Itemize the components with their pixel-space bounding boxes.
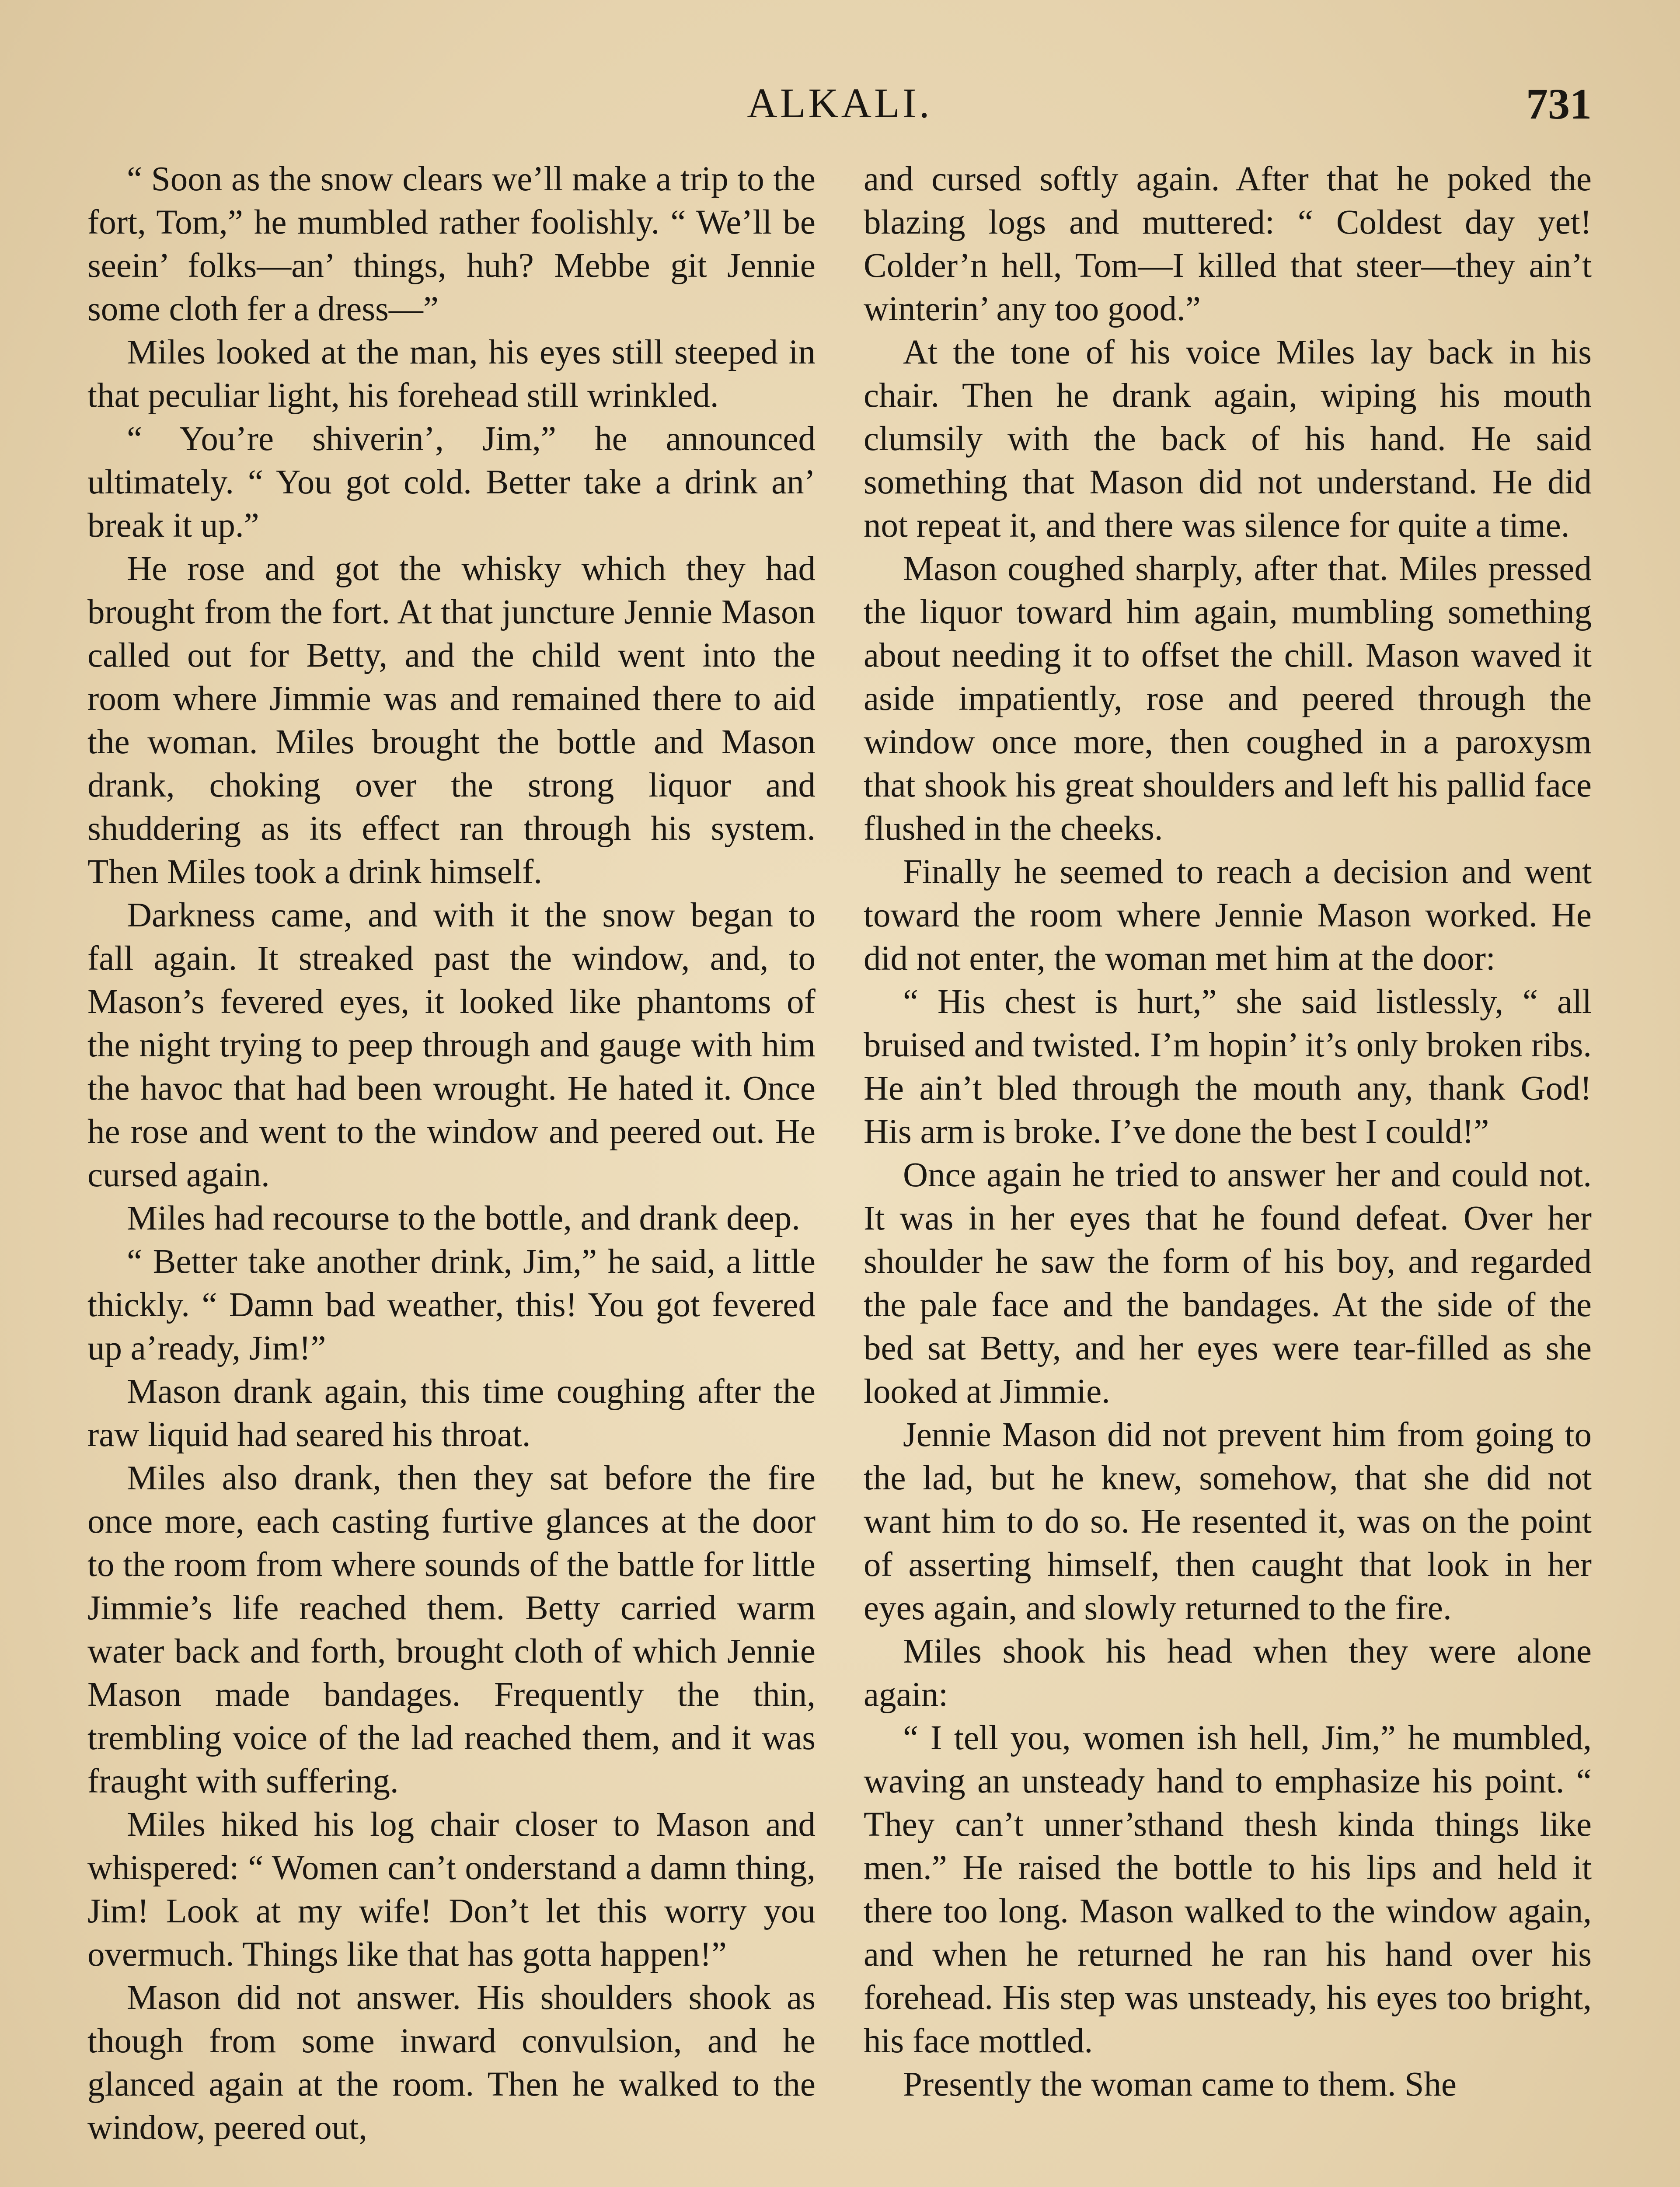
paragraph: Mason did not answer. His shoulders shook as though from some inward convulsion, and he glanced again at the room. Then he walked to the window, peered out, xyxy=(87,1979,816,2147)
paragraph: “ You’re shiverin’, Jim,” he announced ultimately. “ You got cold. Better take a drink an’ break it up.” xyxy=(87,420,816,545)
paragraph: Miles had recourse to the bottle, and drank deep. xyxy=(127,1199,800,1237)
paragraph: Darkness came, and with it the snow began to fall again. It streaked past the window, and, to Mason’s fevered eyes, it looked like phantoms of the night trying to peep through and gauge with him the havoc that had been wrought. He hated it. Once he rose and went to the window and peered out. He cursed again. xyxy=(87,896,816,1194)
paragraph-continuation: and cursed softly again. After that he poked the blazing logs and muttered: “ Coldest day yet! Colder’n hell, Tom—I killed that steer—they ain’t winterin’ any too good.” xyxy=(864,160,1592,328)
paragraph: Miles shook his head when they were alone again: xyxy=(864,1632,1592,1714)
paragraph: Jennie Mason did not prevent him from going to the lad, but he knew, somehow, that she did not want him to do so. He resented it, was on the point of asserting himself, then caught that look in her eyes again, and slowly returned to the fire. xyxy=(864,1416,1592,1627)
paragraph: Mason coughed sharply, after that. Miles pressed the liquor toward him again, mumbling something about needing it to offset the chill. Mason waved it aside impatiently, rose and peered through the window once more, then coughed in a paroxysm that shook his great shoulders and left his pallid face flushed in the cheeks. xyxy=(864,550,1592,848)
page-number: 731 xyxy=(1526,80,1592,128)
right-column xyxy=(864,157,1592,2187)
paragraph: “ I tell you, women ish hell, Jim,” he mumbled, waving an unsteady hand to emphasize his point. “ They can’t unner’sthand thesh kinda things like men.” He raised the bottle to his lips and held it there too long. Mason walked to the window again, and when he returned he ran his hand over his forehead. His step was unsteady, his eyes too bright, his face mottled. xyxy=(864,1719,1592,2060)
running-title: ALKALI. xyxy=(747,80,932,126)
paragraph: “ Better take another drink, Jim,” he said, a little thickly. “ Damn bad weather, this! You got fevered up a’ready, Jim!” xyxy=(87,1243,816,1367)
text-columns xyxy=(87,157,1592,2187)
paragraph: Finally he seemed to reach a decision and went toward the room where Jennie Mason worked. He did not enter, the woman met him at the door: xyxy=(864,853,1592,978)
paragraph: Miles also drank, then they sat before the fire once more, each casting furtive glances at the door to the room from where sounds of the battle for little Jimmie’s life reached them. Betty carried warm water back and forth, brought cloth of which Jennie Mason made bandages. Frequently the thin, trembling voice of the lad reached them, and it was fraught with suffering. xyxy=(87,1459,816,1800)
paragraph: He rose and got the whisky which they had brought from the fort. At that juncture Jennie Mason called out for Betty, and the child went into the room where Jimmie was and remained there to aid the woman. Miles brought the bottle and Mason drank, choking over the strong liquor and shuddering as its effect ran through his system. Then Miles took a drink himself. xyxy=(87,550,816,891)
page-header xyxy=(87,79,1592,140)
paragraph: “ His chest is hurt,” she said listlessly, “ all bruised and twisted. I’m hopin’ it’s only broken ribs. He ain’t bled through the mouth any, thank God! His arm is broke. I’ve done the best I could!” xyxy=(864,983,1592,1151)
paragraph: Miles hiked his log chair closer to Mason and whispered: “ Women can’t onderstand a damn thing, Jim! Look at my wife! Don’t let this worry you overmuch. Things like that has gotta happen!” xyxy=(87,1806,816,1974)
paragraph: “ Soon as the snow clears we’ll make a trip to the fort, Tom,” he mumbled rather foolishly. “ We’ll be seein’ folks—an’ things, huh? Mebbe git Jennie some cloth fer a dress—” xyxy=(87,160,816,328)
paragraph: Mason drank again, this time coughing after the raw liquid had seared his throat. xyxy=(87,1373,816,1454)
paragraph: Miles looked at the man, his eyes still steeped in that peculiar light, his forehead still wrinkled. xyxy=(87,333,816,415)
paragraph: Once again he tried to answer her and could not. It was in her eyes that he found defeat. Over her shoulder he saw the form of his boy, and regarded the pale face and the bandages. At the side of the bed sat Betty, and her eyes were tear-filled as she looked at Jimmie. xyxy=(864,1156,1592,1411)
paragraph: At the tone of his voice Miles lay back in his chair. Then he drank again, wiping his mouth clumsily with the back of his hand. He said something that Mason did not understand. He did not repeat it, and there was silence for quite a time. xyxy=(864,333,1592,545)
left-column xyxy=(87,157,816,2187)
paragraph: Presently the woman came to them. She xyxy=(903,2065,1457,2103)
